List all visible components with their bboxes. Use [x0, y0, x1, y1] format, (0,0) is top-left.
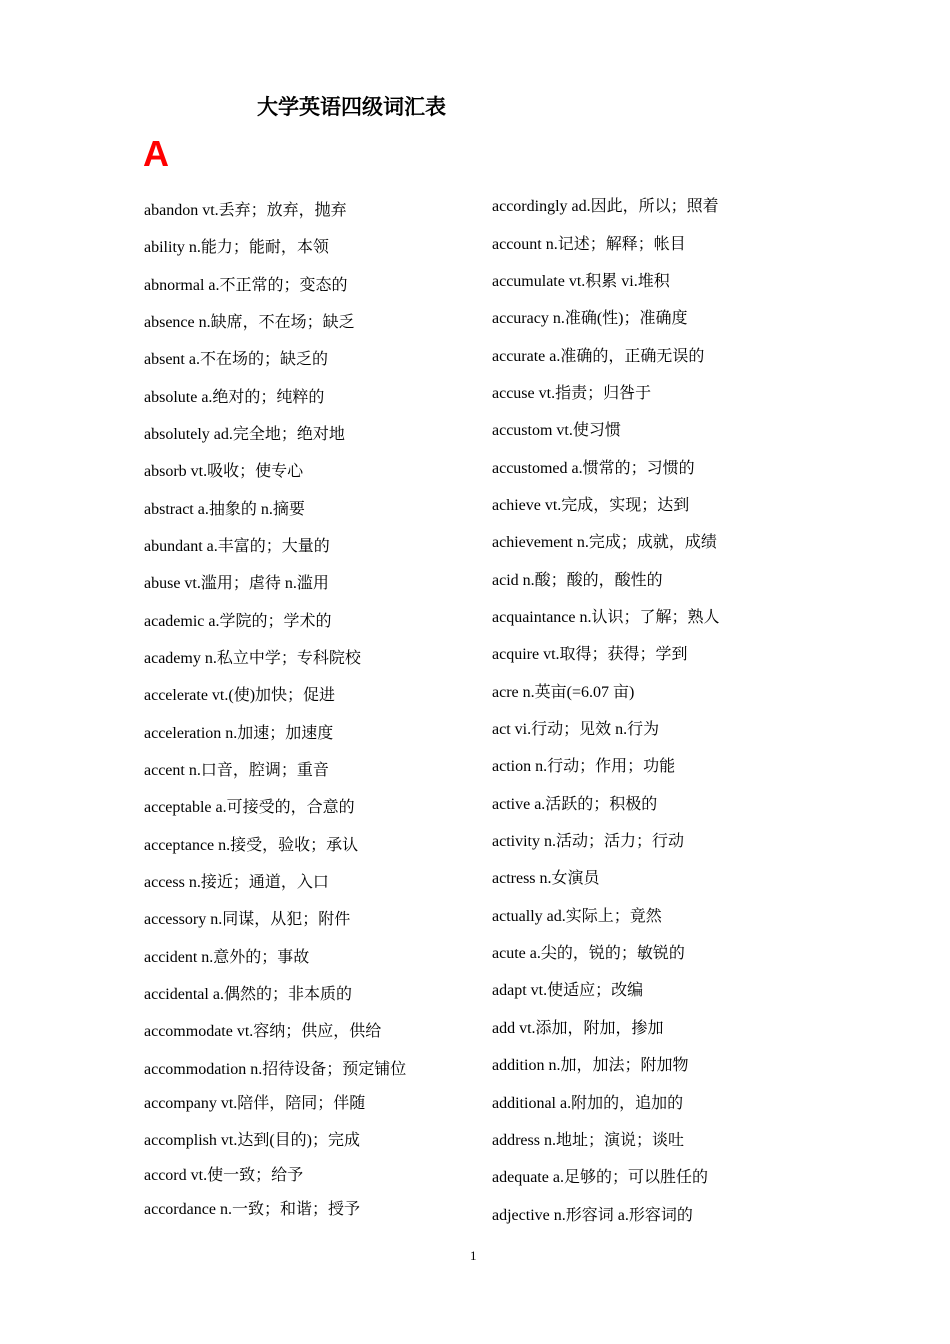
vocab-entry: activity n.活动；活力；行动	[492, 833, 684, 850]
vocab-entry: accord vt.使一致；给予	[144, 1167, 304, 1184]
vocab-entry: acceptable a.可接受的，合意的	[144, 799, 355, 816]
vocab-entry: acid n.酸；酸的，酸性的	[492, 572, 663, 589]
vocab-entry: academic a.学院的；学术的	[144, 613, 332, 630]
vocab-entry: adequate a.足够的；可以胜任的	[492, 1169, 708, 1186]
vocab-entry: accordance n.一致；和谐；授予	[144, 1201, 360, 1218]
vocab-entry: accommodation n.招待设备；预定铺位	[144, 1061, 407, 1078]
vocab-entry: abstract a.抽象的 n.摘要	[144, 501, 305, 518]
vocab-entry: absorb vt.吸收；使专心	[144, 463, 304, 480]
vocab-entry: actress n.女演员	[492, 870, 600, 887]
vocab-entry: account n.记述；解释；帐目	[492, 236, 686, 253]
vocab-entry: acceptance n.接受，验收；承认	[144, 837, 359, 854]
vocab-entry: achievement n.完成；成就，成绩	[492, 534, 717, 551]
vocab-entry: ability n.能力；能耐，本领	[144, 239, 329, 256]
vocab-entry: acute a.尖的，锐的；敏锐的	[492, 945, 685, 962]
vocab-entry: accustom vt.使习惯	[492, 422, 621, 439]
vocab-entry: addition n.加，加法；附加物	[492, 1057, 689, 1074]
vocab-entry: actually ad.实际上；竟然	[492, 908, 662, 925]
vocab-entry: abundant a.丰富的；大量的	[144, 538, 330, 555]
vocab-entry: absent a.不在场的；缺乏的	[144, 351, 328, 368]
vocab-entry: abnormal a.不正常的；变态的	[144, 277, 348, 294]
vocab-entry: accidental a.偶然的；非本质的	[144, 986, 352, 1003]
vocab-entry: absence n.缺席，不在场；缺乏	[144, 314, 355, 331]
vocab-entry: acquaintance n.认识；了解；熟人	[492, 609, 720, 626]
vocab-entry: accessory n.同谋，从犯；附件	[144, 911, 351, 928]
vocab-entry: active a.活跃的；积极的	[492, 796, 658, 813]
vocab-entry: accelerate vt.(使)加快；促进	[144, 687, 336, 704]
vocab-entry: accompany vt.陪伴，陪同；伴随	[144, 1095, 366, 1112]
vocab-entry: accordingly ad.因此，所以；照着	[492, 198, 719, 215]
vocab-entry: accident n.意外的；事故	[144, 949, 310, 966]
vocab-entry: accurate a.准确的，正确无误的	[492, 348, 705, 365]
vocab-entry: abuse vt.滥用；虐待 n.滥用	[144, 575, 329, 592]
vocab-entry: acquire vt.取得；获得；学到	[492, 646, 688, 663]
vocab-entry: accommodate vt.容纳；供应，供给	[144, 1023, 382, 1040]
vocab-entry: acre n.英亩(=6.07 亩)	[492, 684, 635, 701]
vocab-entry: adapt vt.使适应；改编	[492, 982, 644, 999]
page-title: 大学英语四级词汇表	[257, 95, 446, 119]
vocab-entry: accustomed a.惯常的；习惯的	[492, 460, 695, 477]
vocab-entry: act vi.行动；见效 n.行为	[492, 721, 660, 738]
vocab-entry: acceleration n.加速；加速度	[144, 725, 334, 742]
vocab-entry: add vt.添加，附加，掺加	[492, 1020, 664, 1037]
vocab-entry: abandon vt.丢弃；放弃，抛弃	[144, 202, 347, 219]
vocab-entry: accumulate vt.积累 vi.堆积	[492, 273, 670, 290]
vocab-entry: accuracy n.准确(性)；准确度	[492, 310, 688, 327]
vocab-entry: additional a.附加的，追加的	[492, 1095, 684, 1112]
vocab-entry: absolutely ad.完全地；绝对地	[144, 426, 345, 443]
page-number: 1	[470, 1248, 477, 1263]
vocab-entry: action n.行动；作用；功能	[492, 758, 676, 775]
section-letter: A	[143, 133, 169, 174]
vocab-entry: access n.接近；通道，入口	[144, 874, 329, 891]
vocab-entry: absolute a.绝对的；纯粹的	[144, 389, 325, 406]
vocab-entry: address n.地址；演说；谈吐	[492, 1132, 684, 1149]
vocab-entry: accent n.口音，腔调；重音	[144, 762, 329, 779]
vocab-entry: adjective n.形容词 a.形容词的	[492, 1207, 693, 1224]
vocab-entry: accuse vt.指责；归咎于	[492, 385, 652, 402]
vocab-entry: academy n.私立中学；专科院校	[144, 650, 361, 667]
vocab-entry: achieve vt.完成，实现；达到	[492, 497, 690, 514]
vocab-entry: accomplish vt.达到(目的)；完成	[144, 1132, 360, 1149]
